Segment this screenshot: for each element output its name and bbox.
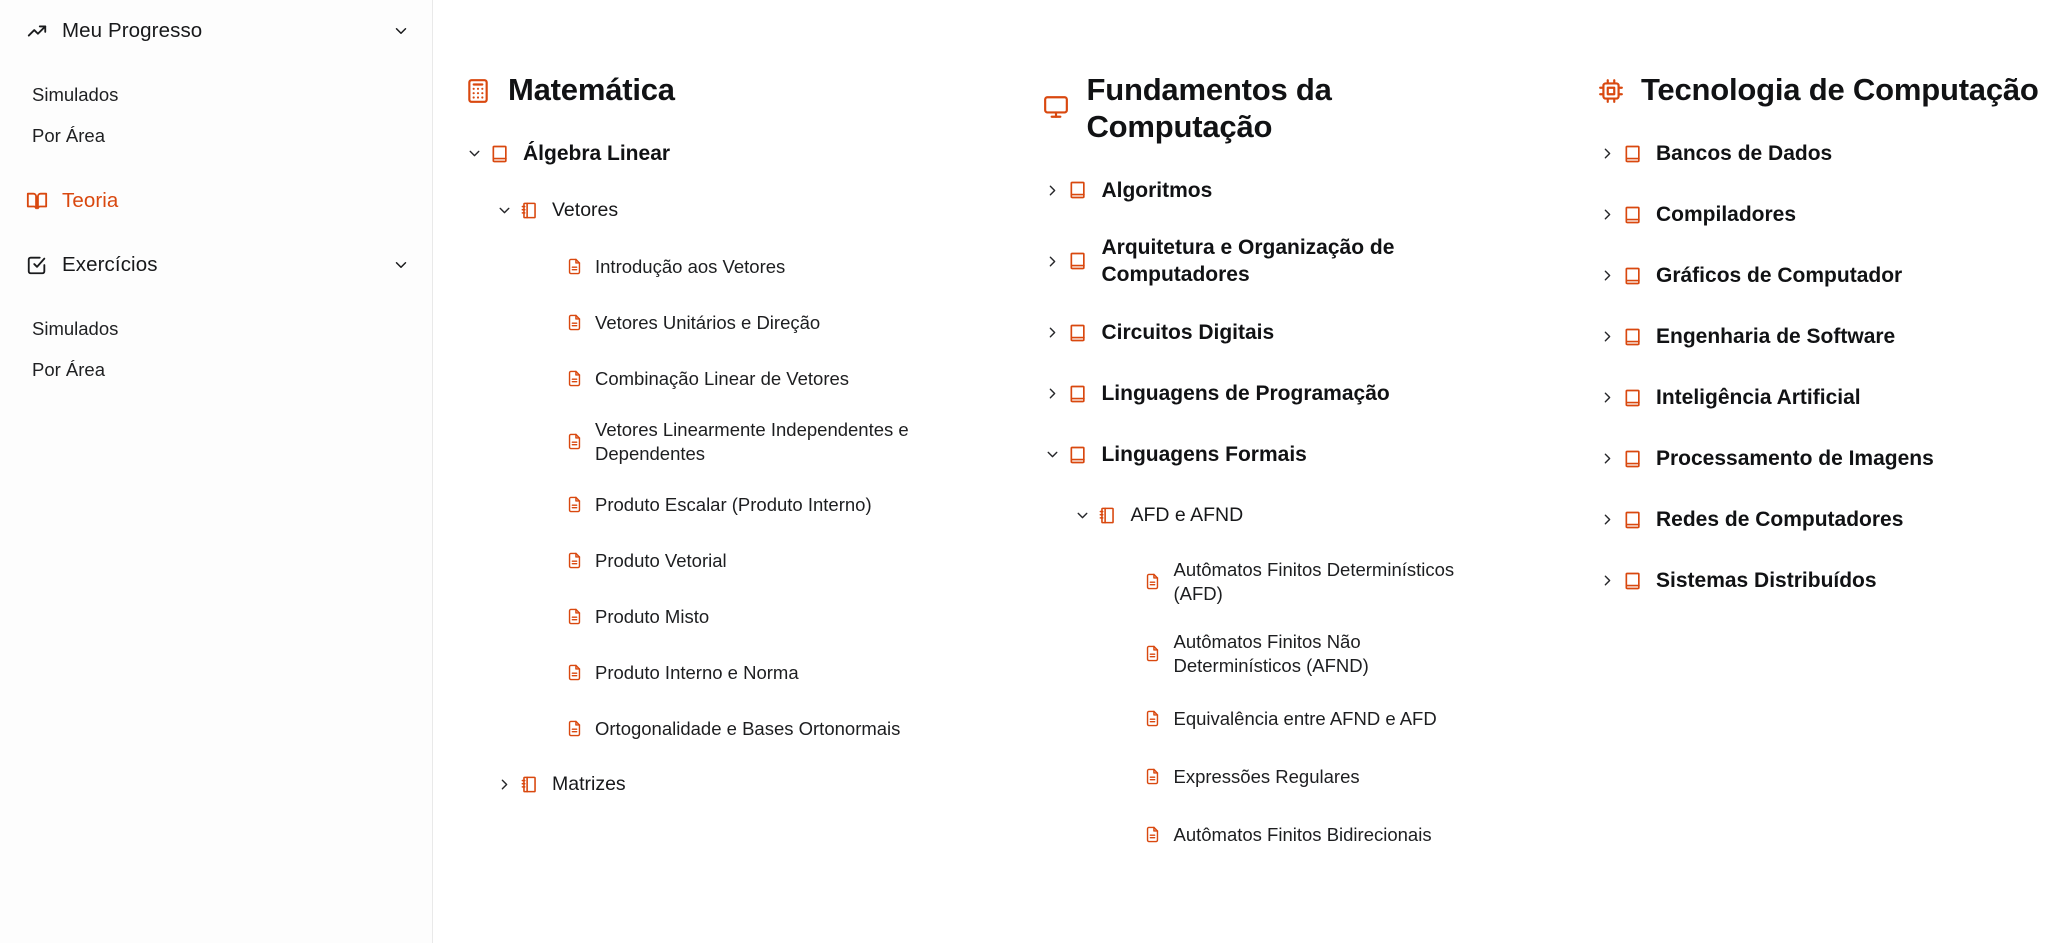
column-tecnologia-de-computacao: [1578, 72, 2048, 943]
tree-item-label: Vetores Linearmente Independentes e Dependentes: [595, 418, 909, 464]
tree-item-label: Introdução aos Vetores: [595, 255, 786, 277]
notebook-icon: [520, 201, 539, 220]
column-header-matematica: [465, 72, 985, 109]
book-icon: [1623, 327, 1643, 347]
tree-item-label: Compiladores: [1656, 202, 1797, 226]
column-matematica: [433, 72, 1005, 943]
spacer: [0, 222, 432, 244]
tree-item-label: Linguagens Formais: [1101, 443, 1307, 467]
tree-item-graficos-de-computador[interactable]: [1598, 259, 2028, 293]
chevron-right-icon[interactable]: [1043, 182, 1061, 199]
tree-item-label: Autômatos Finitos Determinísticos (AFD): [1173, 558, 1455, 604]
tree-item-vetores-linearmente-independentes-e-depend[interactable]: [541, 418, 985, 466]
file-text-icon: [566, 664, 583, 681]
sidebar-item-por-area-exercicios[interactable]: Por Área: [32, 358, 106, 380]
tree-item-label: Autômatos Finitos Bidirecionais: [1173, 823, 1432, 845]
content-columns: [433, 0, 2048, 943]
chevron-right-icon[interactable]: [495, 776, 513, 793]
tree-item-algoritmos[interactable]: [1043, 173, 1558, 207]
sidebar-group-label: Exercícios: [62, 253, 158, 276]
book-icon: [1623, 510, 1643, 530]
tree-item-redes-de-computadores[interactable]: [1598, 503, 2028, 537]
chevron-down-icon[interactable]: [1073, 507, 1091, 524]
chevron-down-icon[interactable]: [465, 145, 483, 162]
book-icon: [1623, 144, 1643, 164]
tree-item-combinacao-linear-de-vetores[interactable]: [541, 362, 985, 396]
file-text-icon: [1144, 645, 1161, 662]
tree-fundamentos-da-computacao: [1043, 173, 1558, 852]
file-text-icon: [566, 370, 583, 387]
tree-item-automatos-finitos-nao-deterministicos-afnd[interactable]: [1119, 630, 1558, 678]
book-icon: [490, 144, 510, 164]
tree-item-label: Bancos de Dados: [1656, 141, 1833, 165]
book-icon: [1623, 571, 1643, 591]
tree-item-expressoes-regulares[interactable]: [1119, 760, 1558, 794]
tree-item-label: Matrizes: [552, 773, 626, 795]
tree-item-label: Produto Misto: [595, 605, 710, 627]
notebook-icon: [520, 775, 539, 794]
tree-item-label: Combinação Linear de Vetores: [595, 367, 850, 389]
spacer: [0, 52, 432, 74]
tree-item-label: Produto Escalar (Produto Interno): [595, 493, 872, 515]
tree-item-automatos-finitos-bidirecionais[interactable]: [1119, 818, 1558, 852]
tree-item-automatos-finitos-deterministicos-afd[interactable]: [1119, 558, 1558, 606]
chevron-right-icon[interactable]: [1043, 385, 1061, 402]
tree-item-introducao-aos-vetores[interactable]: [541, 250, 985, 284]
check-square-icon: [26, 254, 48, 276]
tree-item-linguagens-de-programacao[interactable]: [1043, 377, 1558, 411]
tree-item-matrizes[interactable]: [495, 768, 985, 802]
tree-item-vetores[interactable]: [495, 194, 985, 228]
tree-item-equivalencia-entre-afnd-e-afd[interactable]: [1119, 702, 1558, 736]
sidebar: [0, 0, 433, 943]
book-icon: [1623, 449, 1643, 469]
tree-item-ortogonalidade-e-bases-ortonormais[interactable]: [541, 712, 985, 746]
book-open-icon: [26, 190, 48, 212]
tree-item-produto-escalar-produto-interno[interactable]: [541, 488, 985, 522]
spacer: [0, 286, 432, 308]
file-text-icon: [1144, 573, 1161, 590]
book-icon: [1068, 445, 1088, 465]
tree-item-label: Equivalência entre AFND e AFD: [1173, 707, 1437, 729]
tree-item-linguagens-formais[interactable]: [1043, 438, 1558, 472]
tree-item-label: Produto Interno e Norma: [595, 661, 799, 683]
file-text-icon: [566, 552, 583, 569]
tree-item-processamento-de-imagens[interactable]: [1598, 442, 2028, 476]
notebook-icon: [1098, 506, 1117, 525]
tree-item-label: Ortogonalidade e Bases Ortonormais: [595, 717, 901, 739]
cpu-icon: [1598, 78, 1624, 104]
tree-item-label: Vetores: [552, 198, 619, 221]
tree-item-label: Expressões Regulares: [1173, 765, 1360, 787]
chevron-right-icon[interactable]: [1598, 511, 1616, 528]
tree-item-label: Produto Vetorial: [595, 549, 727, 571]
spacer: [0, 156, 432, 180]
tree-item-label: AFD e AFND: [1130, 504, 1244, 527]
file-text-icon: [1144, 826, 1161, 843]
chevron-right-icon[interactable]: [1043, 253, 1061, 270]
tree-item-arquitetura-e-organizacao-de-computadores[interactable]: [1043, 234, 1558, 289]
chevron-right-icon[interactable]: [1598, 572, 1616, 589]
tree-item-afd-e-afnd[interactable]: [1073, 499, 1558, 533]
tree-item-label: Vetores Unitários e Direção: [595, 311, 821, 333]
tree-item-algebra-linear[interactable]: [465, 137, 985, 171]
tree-item-label: Engenharia de Software: [1656, 324, 1896, 348]
tree-item-engenharia-de-software[interactable]: [1598, 320, 2028, 354]
file-text-icon: [566, 433, 583, 450]
tree-item-label: Autômatos Finitos Não Determinísticos (AFND): [1173, 630, 1369, 676]
file-text-icon: [1144, 710, 1161, 727]
chevron-down-icon[interactable]: [392, 22, 410, 40]
column-fundamentos-da-computacao: [1005, 72, 1578, 943]
chevron-right-icon[interactable]: [1598, 267, 1616, 284]
chevron-down-icon[interactable]: [1043, 446, 1061, 463]
tree-item-sistemas-distribuidos[interactable]: [1598, 564, 2028, 598]
column-header-fundamentos-da-computacao: [1043, 72, 1558, 145]
tree-tecnologia-de-computacao: [1598, 137, 2028, 598]
chevron-down-icon[interactable]: [392, 256, 410, 274]
tree-item-circuitos-digitais[interactable]: [1043, 316, 1558, 350]
tree-item-label: Redes de Computadores: [1656, 507, 1904, 531]
file-text-icon: [566, 720, 583, 737]
chevron-down-icon[interactable]: [495, 202, 513, 219]
calculator-icon: [465, 78, 491, 104]
chevron-right-icon[interactable]: [1598, 450, 1616, 467]
book-icon: [1068, 323, 1088, 343]
tree-item-label: Linguagens de Programação: [1101, 382, 1390, 406]
sidebar-group-label: Teoria: [62, 189, 119, 212]
tree-item-label: Algoritmos: [1101, 178, 1213, 202]
tree-item-produto-vetorial[interactable]: [541, 544, 985, 578]
sidebar-group-label: Meu Progresso: [62, 19, 203, 42]
column-title: Fundamentos da Computação: [1086, 72, 1332, 144]
column-header-tecnologia-de-computacao: [1598, 72, 2039, 109]
file-text-icon: [1144, 768, 1161, 785]
file-text-icon: [566, 314, 583, 331]
column-title: Tecnologia de Computação: [1641, 72, 2039, 107]
file-text-icon: [566, 258, 583, 275]
tree-item-label: Arquitetura e Organização de Computadores: [1101, 236, 1395, 287]
tree-item-label: Gráficos de Computador: [1656, 263, 1903, 287]
chevron-right-icon[interactable]: [1598, 389, 1616, 406]
tree-item-inteligencia-artificial[interactable]: [1598, 381, 2028, 415]
tree-matematica: [465, 137, 985, 802]
file-text-icon: [566, 496, 583, 513]
book-icon: [1623, 205, 1643, 225]
book-icon: [1068, 251, 1088, 271]
tree-item-compiladores[interactable]: [1598, 198, 2028, 232]
book-icon: [1623, 388, 1643, 408]
chevron-right-icon[interactable]: [1598, 328, 1616, 345]
sidebar-item-simulados-exercicios[interactable]: Simulados: [32, 317, 119, 339]
chevron-right-icon[interactable]: [1598, 145, 1616, 162]
tree-item-label: Álgebra Linear: [523, 141, 671, 165]
book-icon: [1068, 180, 1088, 200]
tree-item-label: Circuitos Digitais: [1101, 321, 1275, 345]
tree-item-produto-interno-e-norma[interactable]: [541, 656, 985, 690]
column-title: Matemática: [508, 72, 675, 107]
tree-item-label: Inteligência Artificial: [1656, 385, 1861, 409]
sidebar-item-por-area-meu-progresso[interactable]: Por Área: [32, 124, 106, 146]
tree-item-label: Processamento de Imagens: [1656, 446, 1934, 470]
book-icon: [1623, 266, 1643, 286]
tree-item-vetores-unitarios-e-direcao[interactable]: [541, 306, 985, 340]
chevron-right-icon[interactable]: [1598, 206, 1616, 223]
chevron-right-icon[interactable]: [1043, 324, 1061, 341]
sidebar-group-meu-progresso[interactable]: [0, 10, 432, 52]
tree-item-bancos-de-dados[interactable]: [1598, 137, 2028, 171]
tree-item-produto-misto[interactable]: [541, 600, 985, 634]
sidebar-item-simulados-meu-progresso[interactable]: Simulados: [32, 83, 119, 105]
trending-up-icon: [26, 20, 48, 42]
monitor-icon: [1043, 94, 1069, 120]
sidebar-group-teoria[interactable]: [0, 180, 432, 222]
file-text-icon: [566, 608, 583, 625]
sidebar-group-exercicios[interactable]: [0, 244, 432, 286]
tree-item-label: Sistemas Distribuídos: [1656, 568, 1877, 592]
book-icon: [1068, 384, 1088, 404]
spacer: [0, 390, 432, 412]
